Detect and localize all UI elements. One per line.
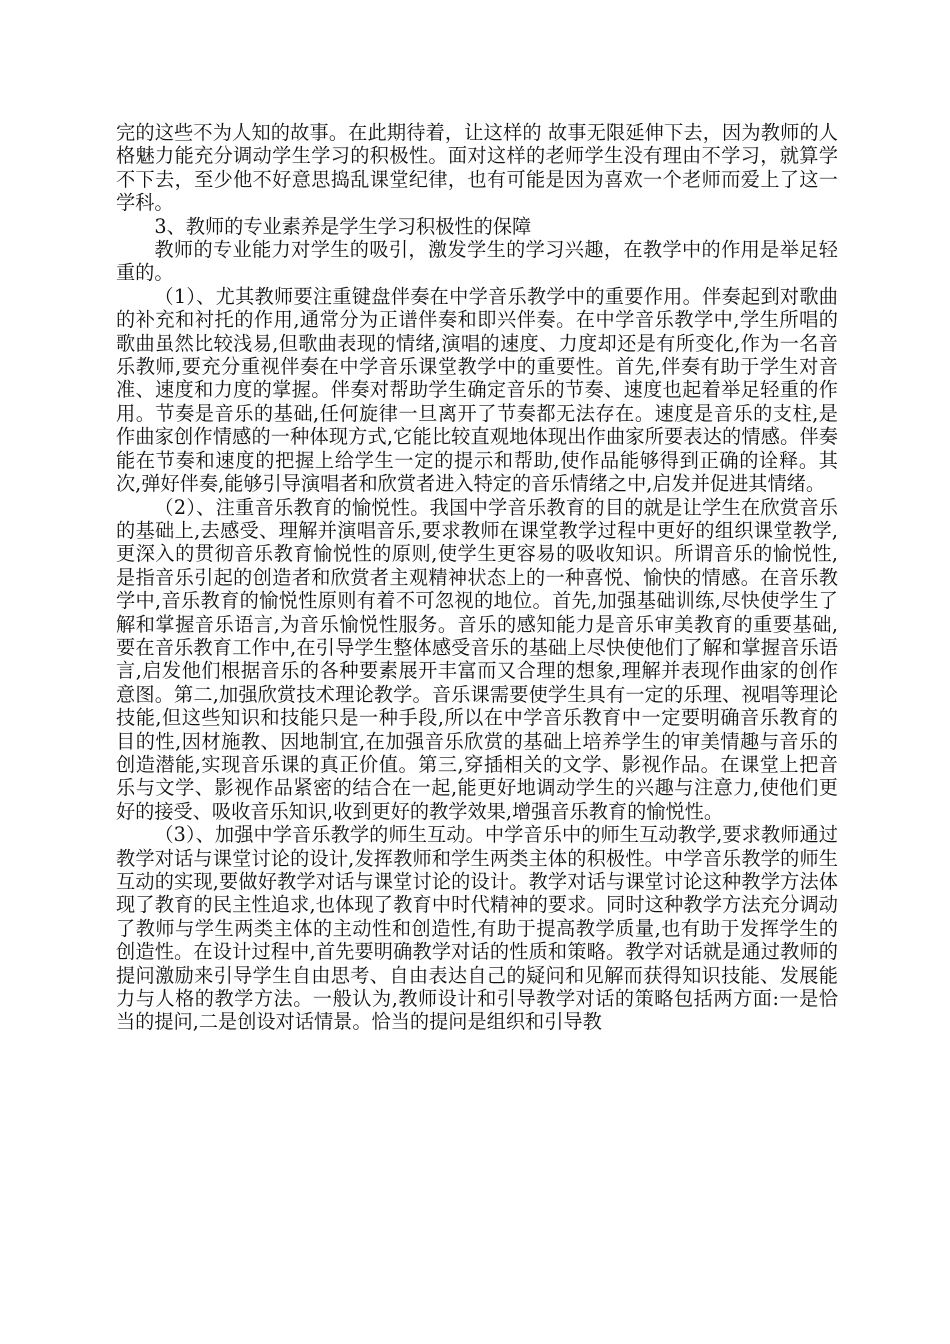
section-heading-3: 3、教师的专业素养是学生学习积极性的保障 bbox=[154, 214, 532, 238]
document-body bbox=[116, 121, 838, 1034]
paragraph-professional-ability: 教师的专业能力对学生的吸引，激发学生的学习兴趣，在教学中的作用是举足轻重的。 bbox=[116, 238, 838, 285]
paragraph-item-3-interaction: （3）、加强中学音乐教学的师生互动。中学音乐中的师生互动教学,要求教师通过教学对话与课堂讨论的设计,发挥教师和学生两类主体的积极性。中学音乐教学的师生互动的实现,要做好教学对话与课堂讨论的设计。教学对话与课堂讨论这种教学方法体现了教育的民主性追求,也体现了教育中时代精神的要求。同时这种教学方法充分调动了教师与学生两类主体的主动性和创造性,有助于提高教学质量,也有助于发挥学生的创造性。在设计过程中,首先要明确教学对话的性质和策略。教学对话就是通过教师的提问激励来引导学生自由思考、自由表达自己的疑问和见解而获得知识技能、发展能力与人格的教学方法。一般认为,教师设计和引导教学对话的策略包括两方面:一是恰当的提问,二是创设对话情景。恰当的提问是组织和引导教 bbox=[116, 823, 838, 1034]
paragraph-item-1-accompaniment: （1）、尤其教师要注重键盘伴奏在中学音乐教学中的重要作用。伴奏起到对歌曲的补充和衬托的作用,通常分为正谱伴奏和即兴伴奏。在中学音乐教学中,学生所唱的歌曲虽然比较浅易,但歌曲表现的情绪,演唱的速度、力度却还是有所变化,作为一名音乐教师,要充分重视伴奏在中学音乐课堂教学中的重要性。首先,伴奏有助于学生对音准、速度和力度的掌握。伴奏对帮助学生确定音乐的节奏、速度也起着举足轻重的作用。节奏是音乐的基础,任何旋律一旦离开了节奏都无法存在。速度是音乐的支柱,是作曲家创作情感的一种体现方式,它能比较直观地体现出作曲家所要表达的情感。伴奏能在节奏和速度的把握上给学生一定的提示和帮助,使作品能够得到正确的诠释。其次,弹好伴奏,能够引导演唱者和欣赏者进入特定的音乐情绪之中,启发并促进其情绪。 bbox=[116, 284, 838, 496]
paragraph-continuation: 完的这些不为人知的故事。在此期待着，让这样的 故事无限延伸下去，因为教师的人格魅力能充分调动学生学习的积极性。面对这样的老师学生没有理由不学习，就算学不下去，至少他不好意思捣乱课堂纪律，也有可能是因为喜欢一个老师而爱上了这一学科。 bbox=[116, 121, 838, 215]
paragraph-item-2-pleasure: （2）、注重音乐教育的愉悦性。我国中学音乐教育的目的就是让学生在欣赏音乐的基础上,去感受、理解并演唱音乐,要求教师在课堂教学过程中更好的组织课堂教学,更深入的贯彻音乐教育愉悦性的原则,使学生更容易的吸收知识。所谓音乐的愉悦性,是指音乐引起的创造者和欣赏者主观精神状态上的一种喜悦、愉快的情感。在音乐教学中,音乐教育的愉悦性原则有着不可忽视的地位。首先,加强基础训练,尽快使学生了解和掌握音乐语言,为音乐愉悦性服务。音乐的感知能力是音乐审美教育的重要基础,要在音乐教育工作中,在引导学生整体感受音乐的基础上尽快使他们了解和掌握音乐语言,启发他们根据音乐的各种要素展开丰富而又合理的想象,理解并表现作曲家的创作意图。第二,加强欣赏技术理论教学。音乐课需要使学生具有一定的乐理、视唱等理论技能,但这些知识和技能只是一种手段,所以在中学音乐教育中一定要明确音乐教育的目的性,因材施教、因地制宜,在加强音乐欣赏的基础上培养学生的审美情趣与音乐的创造潜能,实现音乐课的真正价值。第三,穿插相关的文学、影视作品。在课堂上把音乐与文学、影视作品紧密的结合在一起,能更好地调动学生的兴趣与注意力,使他们更好的接受、吸收音乐知识,收到更好的教学效果,增强音乐教育的愉悦性。 bbox=[116, 495, 838, 823]
